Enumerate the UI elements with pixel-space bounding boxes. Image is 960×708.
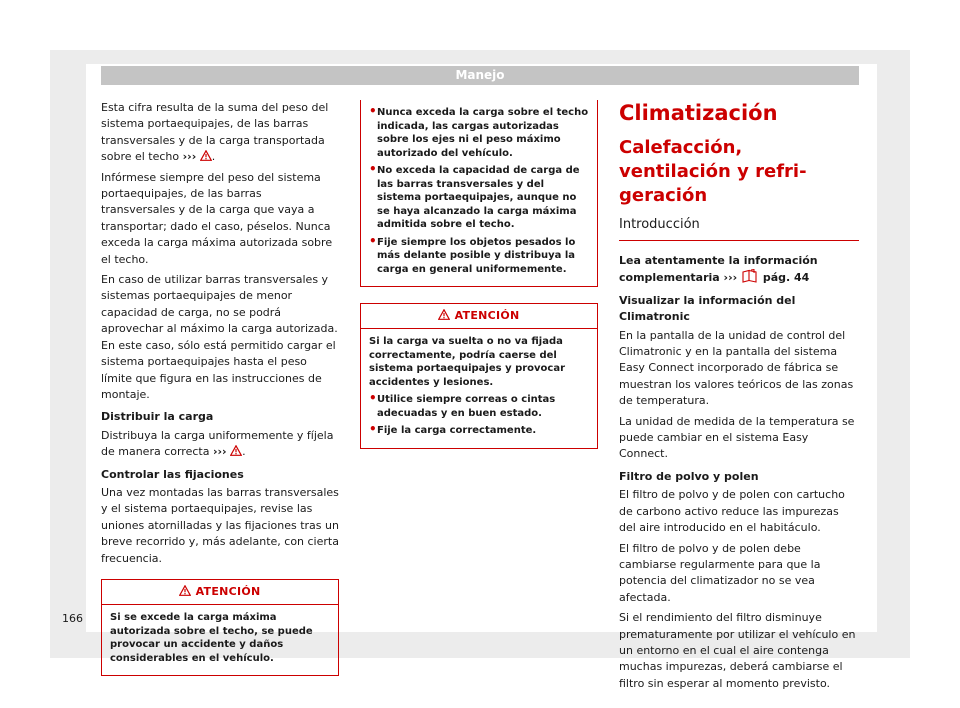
intro-note: Lea atentamente la información complementaria ››› pág. 44 bbox=[619, 254, 818, 285]
column-left bbox=[101, 100, 339, 676]
cross-reference-arrow[interactable]: ››› bbox=[182, 150, 197, 164]
paragraph: Distribuya la carga uniformemente y fíjela de manera correcta ››› . bbox=[101, 428, 334, 459]
column-right bbox=[619, 100, 859, 696]
warning-box-body bbox=[102, 605, 338, 675]
bullet-list bbox=[369, 106, 589, 276]
warning-triangle-icon bbox=[230, 445, 242, 456]
bullet-list bbox=[369, 393, 589, 438]
warning-text: Si la carga va suelta o no va fijada correctamente, podría caerse del sistema portaequipajes y provocar accidentes y lesiones. bbox=[369, 336, 566, 388]
subsection-title: Introducción bbox=[619, 216, 859, 241]
column-middle bbox=[360, 100, 598, 449]
section-header: Manejo bbox=[101, 66, 859, 85]
warning-text: Si se excede la carga máxima autorizada sobre el techo, se puede provocar un accidente y daños considerables en el vehículo. bbox=[110, 612, 313, 664]
list-item: • No exceda la capacidad de carga de las barras transversales y del sistema portaequipajes, aunque no se haya alcanzado la carga máxima admitida sobre el techo. bbox=[369, 164, 589, 232]
subheading: Controlar las fijaciones bbox=[101, 467, 244, 481]
warning-box-continued bbox=[360, 100, 598, 287]
cross-reference-arrow[interactable]: ››› bbox=[212, 445, 227, 459]
warning-box-header bbox=[361, 304, 597, 329]
list-item: • Fije la carga correctamente. bbox=[369, 424, 589, 438]
paragraph: Una vez montadas las barras transversales y el sistema portaequipajes, revise las uniones atornilladas y las fijaciones tras un breve recorrido y, más adelante, con cierta frecuencia. bbox=[101, 485, 339, 565]
paragraph: Si el rendimiento del filtro disminuye prematuramente por utilizar el vehículo en un entorno en el cual el aire contenga muchas impurezas, deberá cambiarse el filtro sin esperar al momento previsto. bbox=[619, 611, 856, 690]
subheading: Filtro de polvo y polen bbox=[619, 469, 759, 483]
warning-title: ATENCIÓN bbox=[454, 309, 520, 322]
section-title: Calefacción, ventilación y refrigeración bbox=[619, 137, 807, 206]
paragraph: En la pantalla de la unidad de control del Climatronic y en la pantalla del sistema Easy Connect incorporado de fábrica se muestran los valores teóricos de las zonas de temperatura. bbox=[619, 328, 854, 408]
warning-box-body bbox=[361, 100, 597, 286]
warning-triangle-icon bbox=[200, 150, 212, 161]
warning-box-body bbox=[361, 329, 597, 448]
list-item: • Nunca exceda la carga sobre el techo indicada, las cargas autorizadas sobre los ejes ni el peso máximo autorizado del vehículo. bbox=[369, 106, 589, 160]
paragraph: Esta cifra resulta de la suma del peso del sistema portaequipajes, de las barras transversales y de la carga transportada sobre el techo ››› . bbox=[101, 101, 329, 164]
warning-box bbox=[360, 303, 598, 449]
subheading: Distribuir la carga bbox=[101, 410, 214, 424]
list-item: • Fije siempre los objetos pesados lo más delante posible y distribuya la carga en general uniformemente. bbox=[369, 236, 589, 277]
page-reference[interactable]: pág. 44 bbox=[762, 271, 810, 285]
warning-box bbox=[101, 579, 339, 676]
cross-reference-arrow[interactable]: ››› bbox=[723, 271, 738, 285]
book-icon bbox=[741, 269, 759, 283]
warning-triangle-icon bbox=[438, 309, 450, 320]
warning-title: ATENCIÓN bbox=[195, 584, 261, 598]
paragraph: La unidad de medida de la temperatura se puede cambiar en el sistema Easy Connect. bbox=[619, 414, 855, 461]
paragraph: El filtro de polvo y de polen debe cambiarse regularmente para que la potencia del climatizador no se vea afectada. bbox=[619, 541, 821, 604]
paragraph: El filtro de polvo y de polen con cartucho de carbono activo reduce las impurezas del aire introducido en el habitáculo. bbox=[619, 488, 845, 535]
list-item: • Utilice siempre correas o cintas adecuadas y en buen estado. bbox=[369, 393, 589, 420]
chapter-title: Climatización bbox=[619, 101, 778, 125]
paragraph: En caso de utilizar barras transversales y sistemas portaequipajes de menor capacidad de carga, no se podrá aprovechar al máximo la carga autorizada. En este caso, sólo está permitido cargar el sistema portaequipajes hasta el peso límite que figura en las instrucciones de montaje. bbox=[101, 273, 338, 401]
subheading: Visualizar la información del Climatronic bbox=[619, 293, 796, 324]
warning-box-header bbox=[102, 580, 338, 605]
page-number: 166 bbox=[62, 612, 83, 625]
paragraph: Infórmese siempre del peso del sistema portaequipajes, de las barras transversales y de la carga que vaya a transportar; dado el caso, péselos. Nunca exceda la carga máxima autorizada sobre el techo. bbox=[101, 170, 333, 266]
warning-triangle-icon bbox=[179, 585, 191, 596]
